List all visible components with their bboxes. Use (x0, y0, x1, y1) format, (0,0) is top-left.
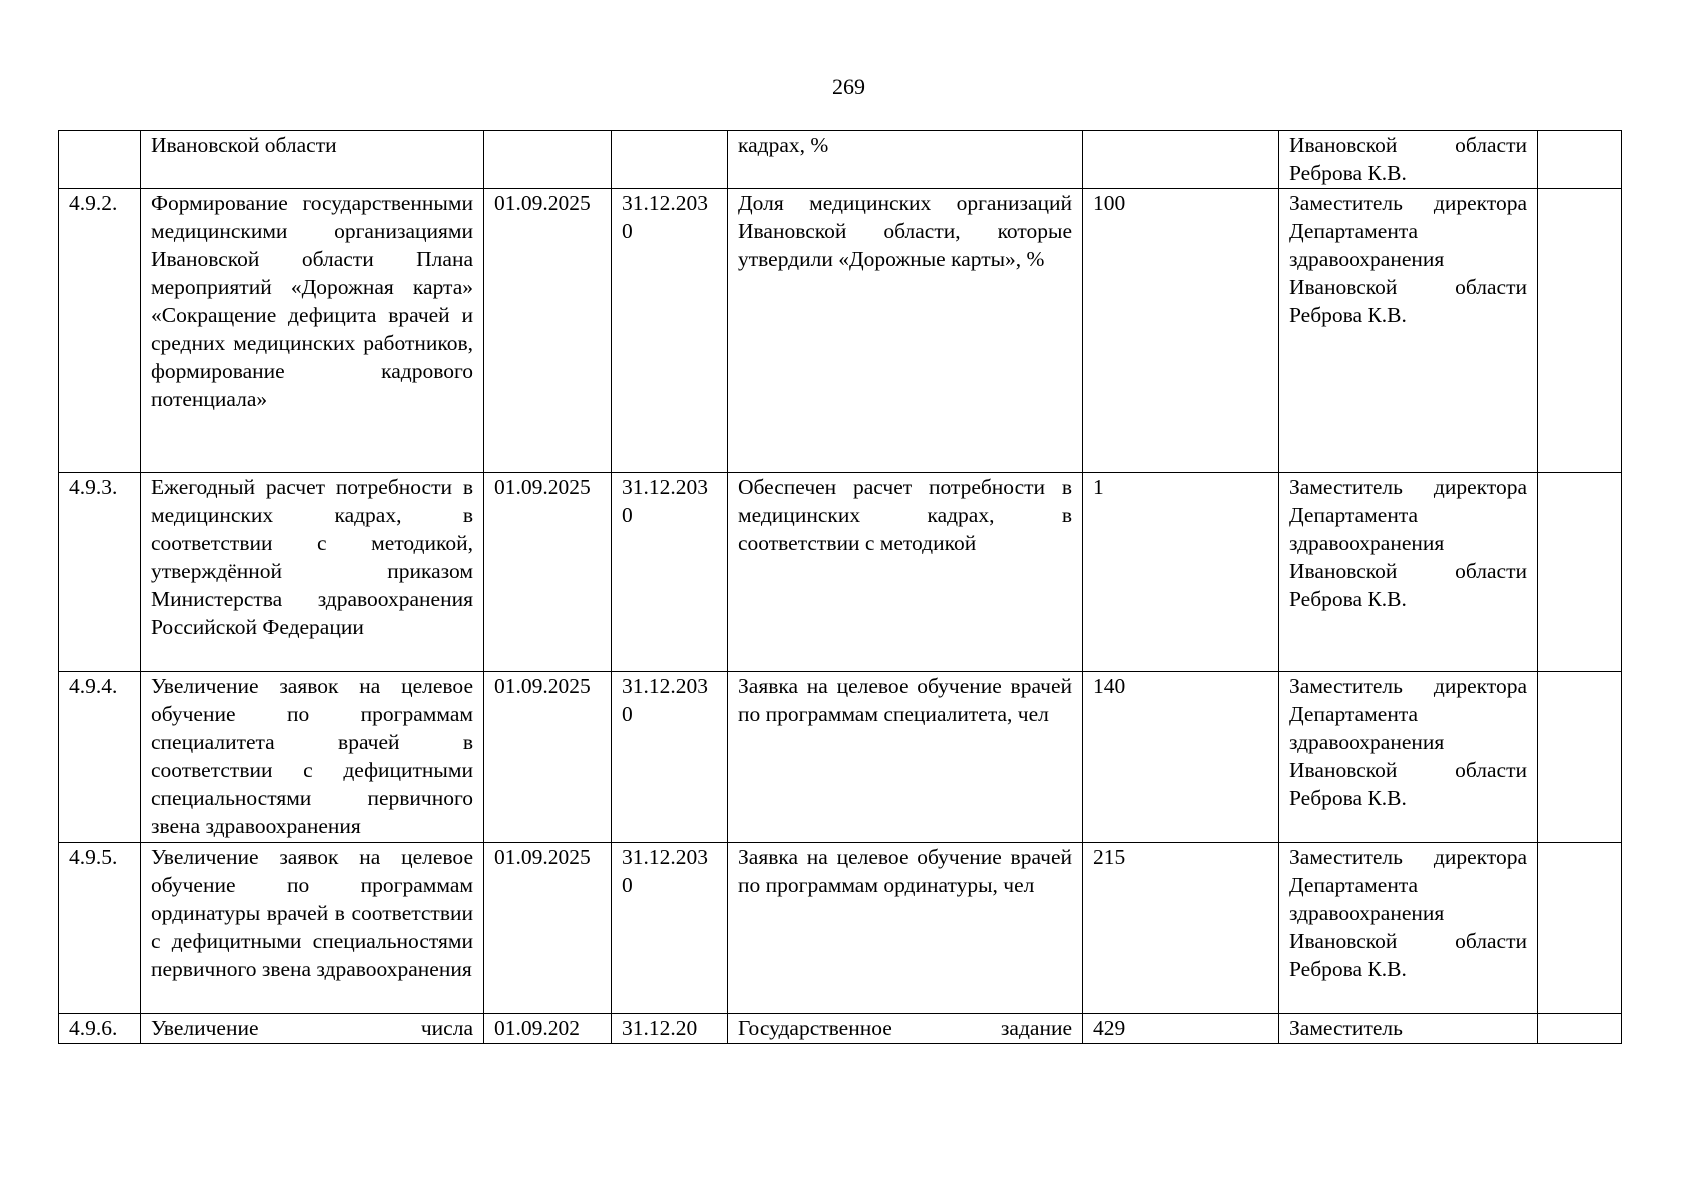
cell-extra (1538, 131, 1622, 189)
cell-value: 215 (1083, 843, 1279, 1014)
cell-end: 31.12.2030 (612, 473, 728, 672)
table-row (59, 473, 1622, 672)
cell-start (484, 131, 612, 189)
cell-description: Ежегодный расчет потребности в медицинских кадрах, в соответствии с методикой, утверждённой приказом Министерства здравоохранения Российской Федерации (141, 473, 484, 672)
cell-num: 4.9.5. (59, 843, 141, 1014)
cell-description: Ивановской области (141, 131, 484, 189)
cell-responsible: Заместитель директора Департамента здравоохранения Ивановской области Реброва К.В. (1279, 672, 1538, 843)
cell-description: Увеличение заявок на целевое обучение по программам специалитета врачей в соответствии с дефицитными специальностями первичного звена здравоохранения (141, 672, 484, 843)
cell-description: Увеличение числа (141, 1014, 484, 1044)
table-row-continuation (59, 131, 1622, 189)
cell-extra (1538, 1014, 1622, 1044)
cell-end: 31.12.2030 (612, 672, 728, 843)
cell-extra (1538, 473, 1622, 672)
page-number: 269 (832, 74, 865, 99)
cell-value: 140 (1083, 672, 1279, 843)
cell-value: 1 (1083, 473, 1279, 672)
table-row (59, 1014, 1622, 1044)
cell-indicator: Заявка на целевое обучение врачей по программам специалитета, чел (728, 672, 1083, 843)
cell-num: 4.9.2. (59, 189, 141, 473)
table-row (59, 672, 1622, 843)
cell-value: 100 (1083, 189, 1279, 473)
cell-start: 01.09.202 (484, 1014, 612, 1044)
cell-extra (1538, 189, 1622, 473)
cell-value (1083, 131, 1279, 189)
cell-description: Формирование государственными медицинскими организациями Ивановской области Плана мероприятий «Дорожная карта» «Сокращение дефицита врачей и средних медицинских работников, формирование кадрового потенциала» (141, 189, 484, 473)
cell-start: 01.09.2025 (484, 189, 612, 473)
cell-num: 4.9.6. (59, 1014, 141, 1044)
cell-num (59, 131, 141, 189)
cell-start: 01.09.2025 (484, 843, 612, 1014)
cell-extra (1538, 843, 1622, 1014)
cell-extra (1538, 672, 1622, 843)
cell-responsible: Заместитель директора Департамента здравоохранения Ивановской области Реброва К.В. (1279, 843, 1538, 1014)
cell-responsible: Ивановской области Реброва К.В. (1279, 131, 1538, 189)
table-row (59, 189, 1622, 473)
cell-start: 01.09.2025 (484, 672, 612, 843)
action-plan-table (58, 130, 1622, 1044)
cell-end: 31.12.20 (612, 1014, 728, 1044)
cell-indicator: Обеспечен расчет потребности в медицинских кадрах, в соответствии с методикой (728, 473, 1083, 672)
cell-num: 4.9.4. (59, 672, 141, 843)
cell-end: 31.12.2030 (612, 843, 728, 1014)
cell-description: Увеличение заявок на целевое обучение по программам ординатуры врачей в соответствии с дефицитными специальностями первичного звена здравоохранения (141, 843, 484, 1014)
cell-indicator: Государственное задание (728, 1014, 1083, 1044)
cell-responsible: Заместитель директора Департамента здравоохранения Ивановской области Реброва К.В. (1279, 189, 1538, 473)
cell-end: 31.12.2030 (612, 189, 728, 473)
cell-value: 429 (1083, 1014, 1279, 1044)
cell-start: 01.09.2025 (484, 473, 612, 672)
cell-indicator: Заявка на целевое обучение врачей по программам ординатуры, чел (728, 843, 1083, 1014)
table-row (59, 843, 1622, 1014)
cell-indicator: Доля медицинских организаций Ивановской области, которые утвердили «Дорожные карты», % (728, 189, 1083, 473)
cell-num: 4.9.3. (59, 473, 141, 672)
cell-end (612, 131, 728, 189)
cell-responsible: Заместитель директора Департамента здравоохранения Ивановской области Реброва К.В. (1279, 473, 1538, 672)
cell-indicator: кадрах, % (728, 131, 1083, 189)
cell-responsible: Заместитель (1279, 1014, 1538, 1044)
